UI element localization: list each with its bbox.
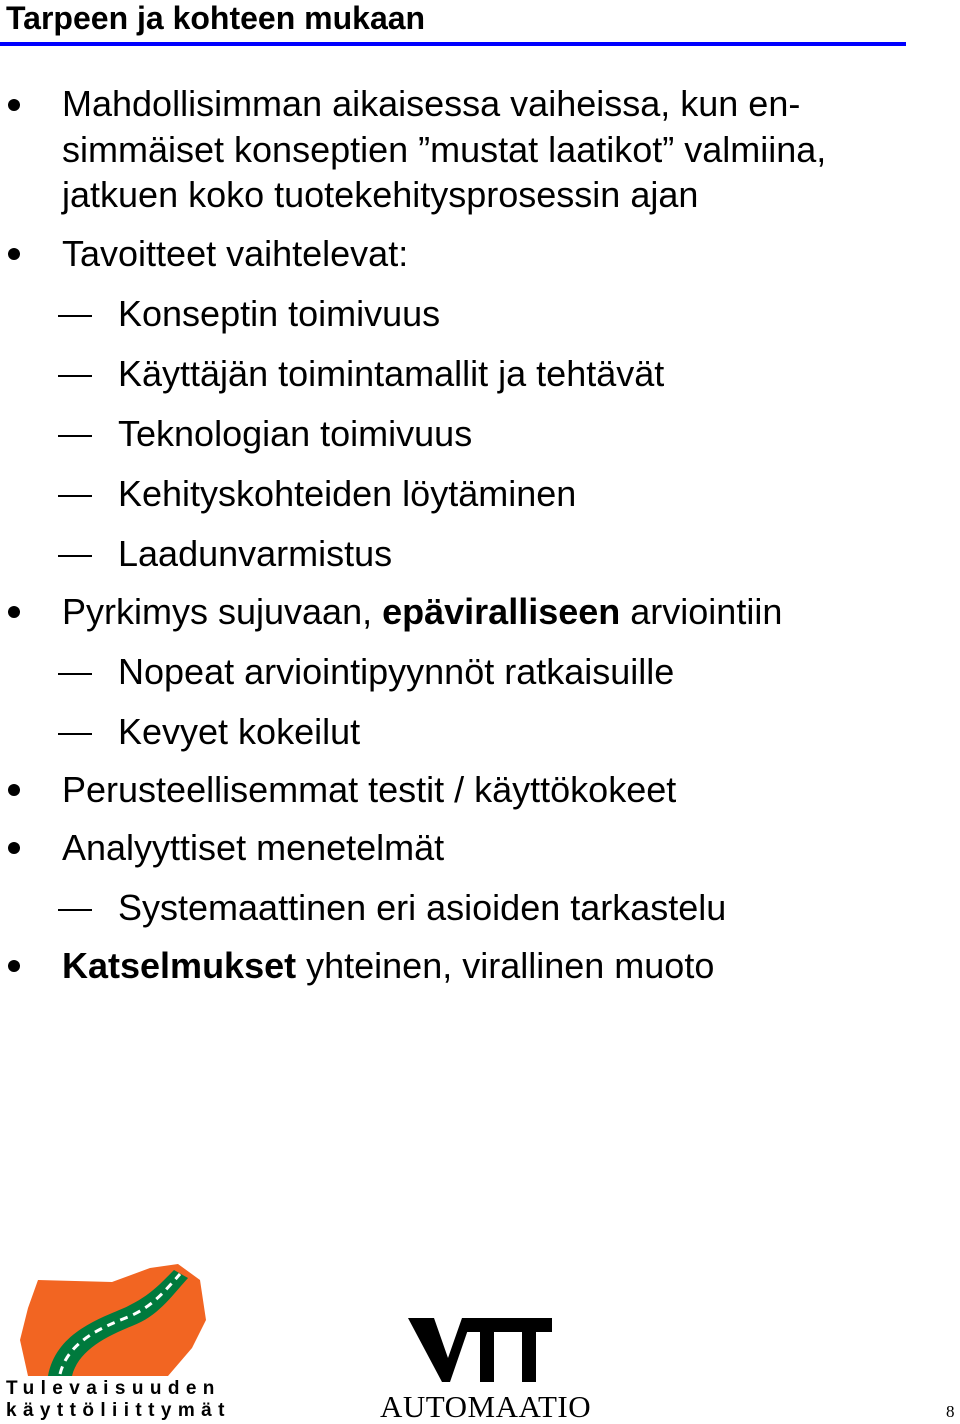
list-item [62,589,782,634]
list-item-emphasis: Katselmukset [62,945,297,986]
list-item-emphasis: epäviralliseen [382,591,621,632]
list-item: Tavoitteet vaihtelevat: [62,233,409,274]
sub-bullet-dash [58,555,92,557]
sub-list-item: Teknologian toimivuus [118,413,473,454]
sub-list-item: Laadunvarmistus [118,533,393,574]
sub-list-item: Kevyet kokeilut [118,711,361,752]
sub-bullet-dash [58,315,92,317]
sub-bullet-dash [58,673,92,675]
page-number: 8 [946,1402,955,1421]
list-item-text: yhteinen, virallinen muoto [296,945,715,986]
sub-list-item: Kehityskohteiden löytäminen [118,473,577,514]
bullet-dot [8,784,20,796]
list-item: Analyyttiset menetelmät [62,827,445,868]
bullet-dot [8,99,20,111]
title-underline [0,42,906,46]
bullet-dot [8,842,20,854]
sub-list-item: Käyttäjän toimintamallit ja tehtävät [118,353,665,394]
sub-bullet-dash [58,375,92,377]
bullet-dot [8,248,20,260]
tulevaisuuden-logo-icon [0,1262,220,1382]
bullet-dot [8,960,20,972]
sub-list-item: Konseptin toimivuus [118,293,441,334]
list-item-text: arviointiin [620,591,783,632]
sub-bullet-dash [58,733,92,735]
list-item [62,943,714,988]
list-item: Mahdollisimman aikaisessa vaiheissa, kun en- [62,83,801,124]
sub-bullet-dash [58,495,92,497]
vtt-logo-icon [408,1318,552,1388]
slide-title: Tarpeen ja kohteen mukaan [6,0,426,36]
sub-bullet-dash [58,909,92,911]
sub-list-item: Nopeat arviointipyynnöt ratkaisuille [118,651,675,692]
list-item-continuation: simmäiset konseptien ”mustat laatikot” valmiina, [62,129,827,170]
bullet-dot [8,606,20,618]
logo-text-line: käyttöliittymät [6,1400,231,1421]
sub-bullet-dash [58,435,92,437]
logo-text-line: Tulevaisuuden [6,1378,221,1399]
sub-list-item: Systemaattinen eri asioiden tarkastelu [118,887,727,928]
list-item-text: Pyrkimys sujuvaan, [62,591,383,632]
vtt-subtitle: AUTOMAATIO [380,1389,592,1424]
list-item: Perusteellisemmat testit / käyttökokeet [62,769,677,810]
list-item-continuation: jatkuen koko tuotekehitysprosessin ajan [62,174,699,215]
